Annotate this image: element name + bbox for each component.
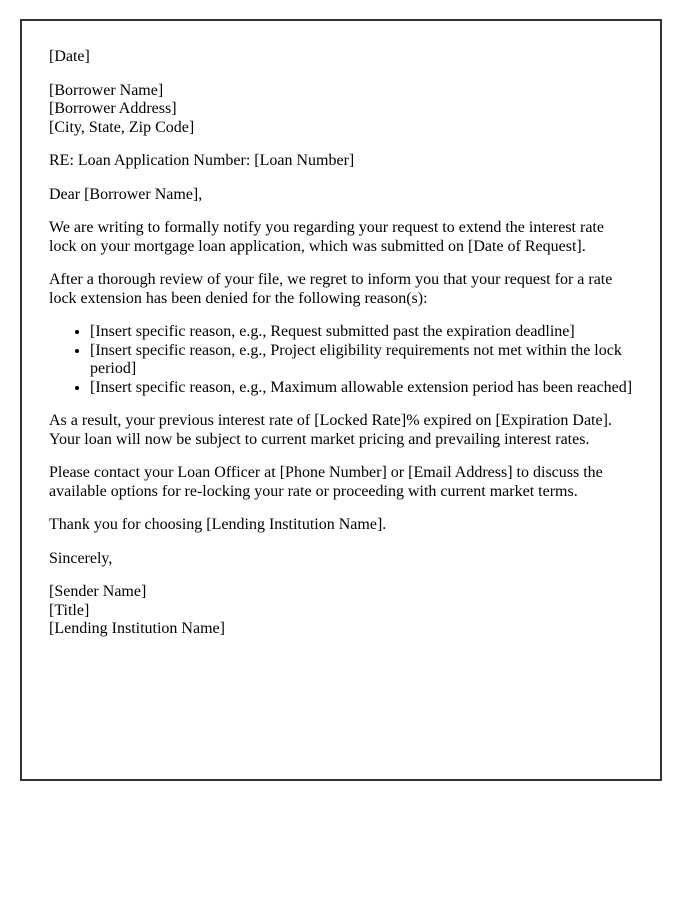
subject-line: RE: Loan Application Number: [Loan Number] — [49, 152, 355, 169]
denial-reason-item: • [Insert specific reason, e.g., Request submitted past the expiration deadline] — [90, 323, 635, 342]
denial-reason-item: • [Insert specific reason, e.g., Maximum allowable extension period has been reached] — [90, 379, 635, 398]
date-line: [Date] — [49, 48, 90, 65]
paragraph-contact: Please contact your Loan Officer at [Phone Number] or [Email Address] to discuss the available options for re-locking your rate or proceeding with current market terms. — [49, 464, 603, 500]
salutation: Dear [Borrower Name], — [49, 185, 203, 203]
signature-institution: [Lending Institution Name] — [49, 620, 225, 637]
denial-reason-item: • [Insert specific reason, e.g., Project eligibility requirements not met within the lock period] — [90, 342, 635, 379]
paragraph-thanks: Thank you for choosing [Lending Institution Name]. — [49, 516, 387, 533]
recipient-address: [Borrower Address] — [49, 100, 177, 117]
signature-sender-name: [Sender Name] — [49, 583, 147, 600]
paragraph-intro: We are writing to formally notify you regarding your request to extend the interest rate lock on your mortgage loan application, which was submitted on [Date of Request]. — [49, 219, 604, 255]
closing: Sincerely, — [49, 549, 113, 567]
signature-title: [Title] — [49, 601, 90, 619]
signature-block — [49, 583, 635, 639]
denial-reasons-list — [49, 323, 635, 397]
recipient-name: [Borrower Name] — [49, 81, 164, 99]
recipient-city-state-zip: [City, State, Zip Code] — [49, 118, 195, 136]
letter-frame — [20, 19, 662, 781]
paragraph-result: As a result, your previous interest rate of [Locked Rate]% expired on [Expiration Date]. Your loan will now be subject to current market pricing and prevailing interest rates. — [49, 412, 612, 448]
recipient-block — [49, 82, 635, 138]
paragraph-denial: After a thorough review of your file, we regret to inform you that your request for a rate lock extension has been denied for the following reason(s): — [49, 271, 613, 307]
